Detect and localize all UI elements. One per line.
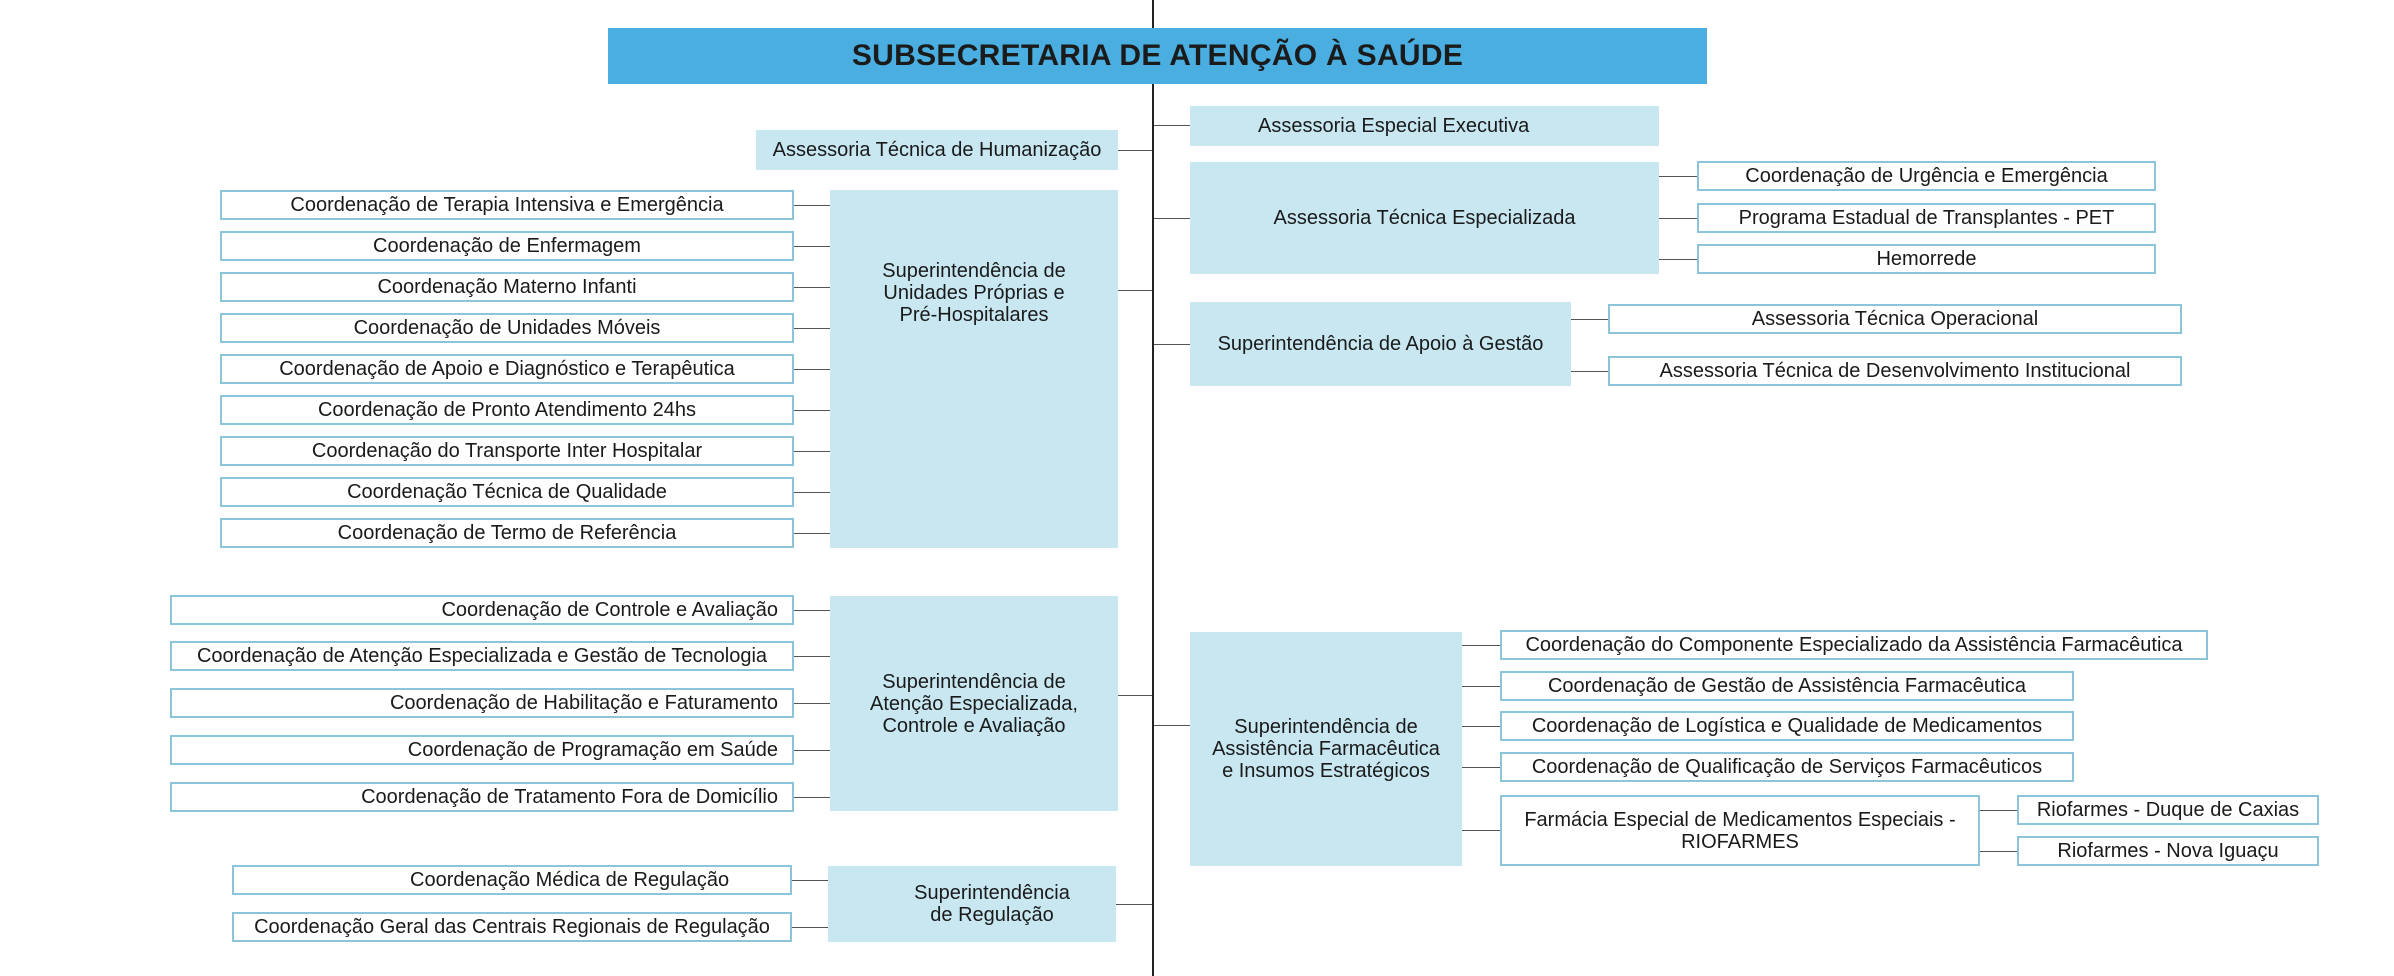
box-label-line: RIOFARMES (1681, 830, 1799, 853)
connector-line (792, 880, 828, 881)
connector-line (1154, 344, 1190, 345)
coord-controle-avaliacao: Coordenação de Controle e Avaliação (170, 595, 794, 625)
coord-materno-infantil: Coordenação Materno Infanti (220, 272, 794, 302)
box-label-line: Superintendência de (882, 260, 1066, 282)
connector-line (1118, 290, 1152, 291)
connector-line (794, 656, 830, 657)
box-label-line: Superintendência de (882, 670, 1066, 693)
coord-programacao-saude: Coordenação de Programação em Saúde (170, 735, 794, 765)
coord-qualificacao-servicos-farmaceuticos: Coordenação de Qualificação de Serviços Farmacêuticos (1500, 752, 2074, 782)
connector-line (794, 703, 830, 704)
connector-line (1462, 686, 1500, 687)
connector-line (794, 610, 830, 611)
box-label-line: Pré-Hospitalares (899, 304, 1049, 326)
coord-terapia-intensiva: Coordenação de Terapia Intensiva e Emergência (220, 190, 794, 220)
box-label-line: Superintendência (914, 882, 1070, 904)
coord-atencao-especializada: Coordenação de Atenção Especializada e Gestão de Tecnologia (170, 641, 794, 671)
connector-line (1462, 830, 1500, 831)
connector-line (794, 533, 830, 534)
coord-geral-centrais-regulacao: Coordenação Geral das Centrais Regionais de Regulação (232, 912, 792, 942)
box-label-line: Farmácia Especial de Medicamentos Especiais - (1524, 808, 1956, 831)
central-spine-line (1152, 0, 1154, 976)
connector-line (1659, 218, 1697, 219)
coord-habilitacao-faturamento: Coordenação de Habilitação e Faturamento (170, 688, 794, 718)
coord-urgencia-emergencia: Coordenação de Urgência e Emergência (1697, 161, 2156, 191)
coord-transporte-inter-hospitalar: Coordenação do Transporte Inter Hospitalar (220, 436, 794, 466)
box-label-line: Superintendência de (1234, 716, 1418, 738)
connector-line (1980, 810, 2017, 811)
connector-line (794, 287, 830, 288)
connector-line (794, 410, 830, 411)
superintendencia-atencao-especializada-box (830, 596, 1118, 811)
coord-enfermagem: Coordenação de Enfermagem (220, 231, 794, 261)
superintendencia-unidades-box (830, 190, 1118, 548)
connector-line (1118, 695, 1152, 696)
assessoria-humanizacao-box: Assessoria Técnica de Humanização (756, 130, 1118, 170)
box-label-line: de Regulação (930, 904, 1054, 926)
connector-line (1659, 176, 1697, 177)
connector-line (1571, 371, 1608, 372)
superintendencia-apoio-gestao-box: Superintendência de Apoio à Gestão (1190, 302, 1571, 386)
farmacia-especial-riofarmes (1500, 795, 1980, 866)
connector-line (1462, 767, 1500, 768)
connector-line (1154, 725, 1190, 726)
coord-tecnica-qualidade: Coordenação Técnica de Qualidade (220, 477, 794, 507)
assessoria-tecnica-especializada-box: Assessoria Técnica Especializada (1190, 162, 1659, 274)
coord-pronto-atendimento: Coordenação de Pronto Atendimento 24hs (220, 395, 794, 425)
coord-gestao-assistencia-farmaceutica: Coordenação de Gestão de Assistência Farmacêutica (1500, 671, 2074, 701)
connector-line (1571, 319, 1608, 320)
riofarmes-nova-iguacu: Riofarmes - Nova Iguaçu (2017, 836, 2319, 866)
coord-tratamento-fora-domicilio: Coordenação de Tratamento Fora de Domicílio (170, 782, 794, 812)
box-label-line: e Insumos Estratégicos (1222, 760, 1430, 782)
page-title: SUBSECRETARIA DE ATENÇÃO À SAÚDE (608, 28, 1707, 84)
connector-line (794, 451, 830, 452)
box-label-line: Atenção Especializada, (870, 692, 1078, 715)
coord-apoio-diagnostico: Coordenação de Apoio e Diagnóstico e Terapêutica (220, 354, 794, 384)
assessoria-desenvolvimento-institucional: Assessoria Técnica de Desenvolvimento Institucional (1608, 356, 2182, 386)
superintendencia-regulacao-box (828, 866, 1116, 942)
connector-line (1462, 726, 1500, 727)
connector-line (794, 492, 830, 493)
box-label-line: Assistência Farmacêutica (1212, 738, 1440, 760)
connector-line (794, 328, 830, 329)
connector-line (794, 246, 830, 247)
coord-logistica-qualidade-medicamentos: Coordenação de Logística e Qualidade de Medicamentos (1500, 711, 2074, 741)
coord-medica-regulacao: Coordenação Médica de Regulação (232, 865, 792, 895)
assessoria-especial-executiva-box: Assessoria Especial Executiva (1190, 106, 1659, 146)
riofarmes-duque-de-caxias: Riofarmes - Duque de Caxias (2017, 795, 2319, 825)
box-label-line: Unidades Próprias e (883, 282, 1065, 304)
assessoria-tecnica-operacional: Assessoria Técnica Operacional (1608, 304, 2182, 334)
programa-estadual-transplantes: Programa Estadual de Transplantes - PET (1697, 203, 2156, 233)
coord-componente-especializado: Coordenação do Componente Especializado da Assistência Farmacêutica (1500, 630, 2208, 660)
connector-line (1462, 645, 1500, 646)
connector-line (1118, 150, 1152, 151)
connector-line (794, 369, 830, 370)
connector-line (1154, 125, 1190, 126)
connector-line (794, 797, 830, 798)
connector-line (794, 750, 830, 751)
connector-line (794, 205, 830, 206)
box-label-line: Controle e Avaliação (882, 714, 1066, 737)
coord-termo-referencia: Coordenação de Termo de Referência (220, 518, 794, 548)
connector-line (1116, 904, 1152, 905)
connector-line (1659, 259, 1697, 260)
hemorrede: Hemorrede (1697, 244, 2156, 274)
connector-line (792, 927, 828, 928)
superintendencia-assistencia-farmaceutica-box (1190, 632, 1462, 866)
coord-unidades-moveis: Coordenação de Unidades Móveis (220, 313, 794, 343)
connector-line (1980, 851, 2017, 852)
connector-line (1154, 218, 1190, 219)
